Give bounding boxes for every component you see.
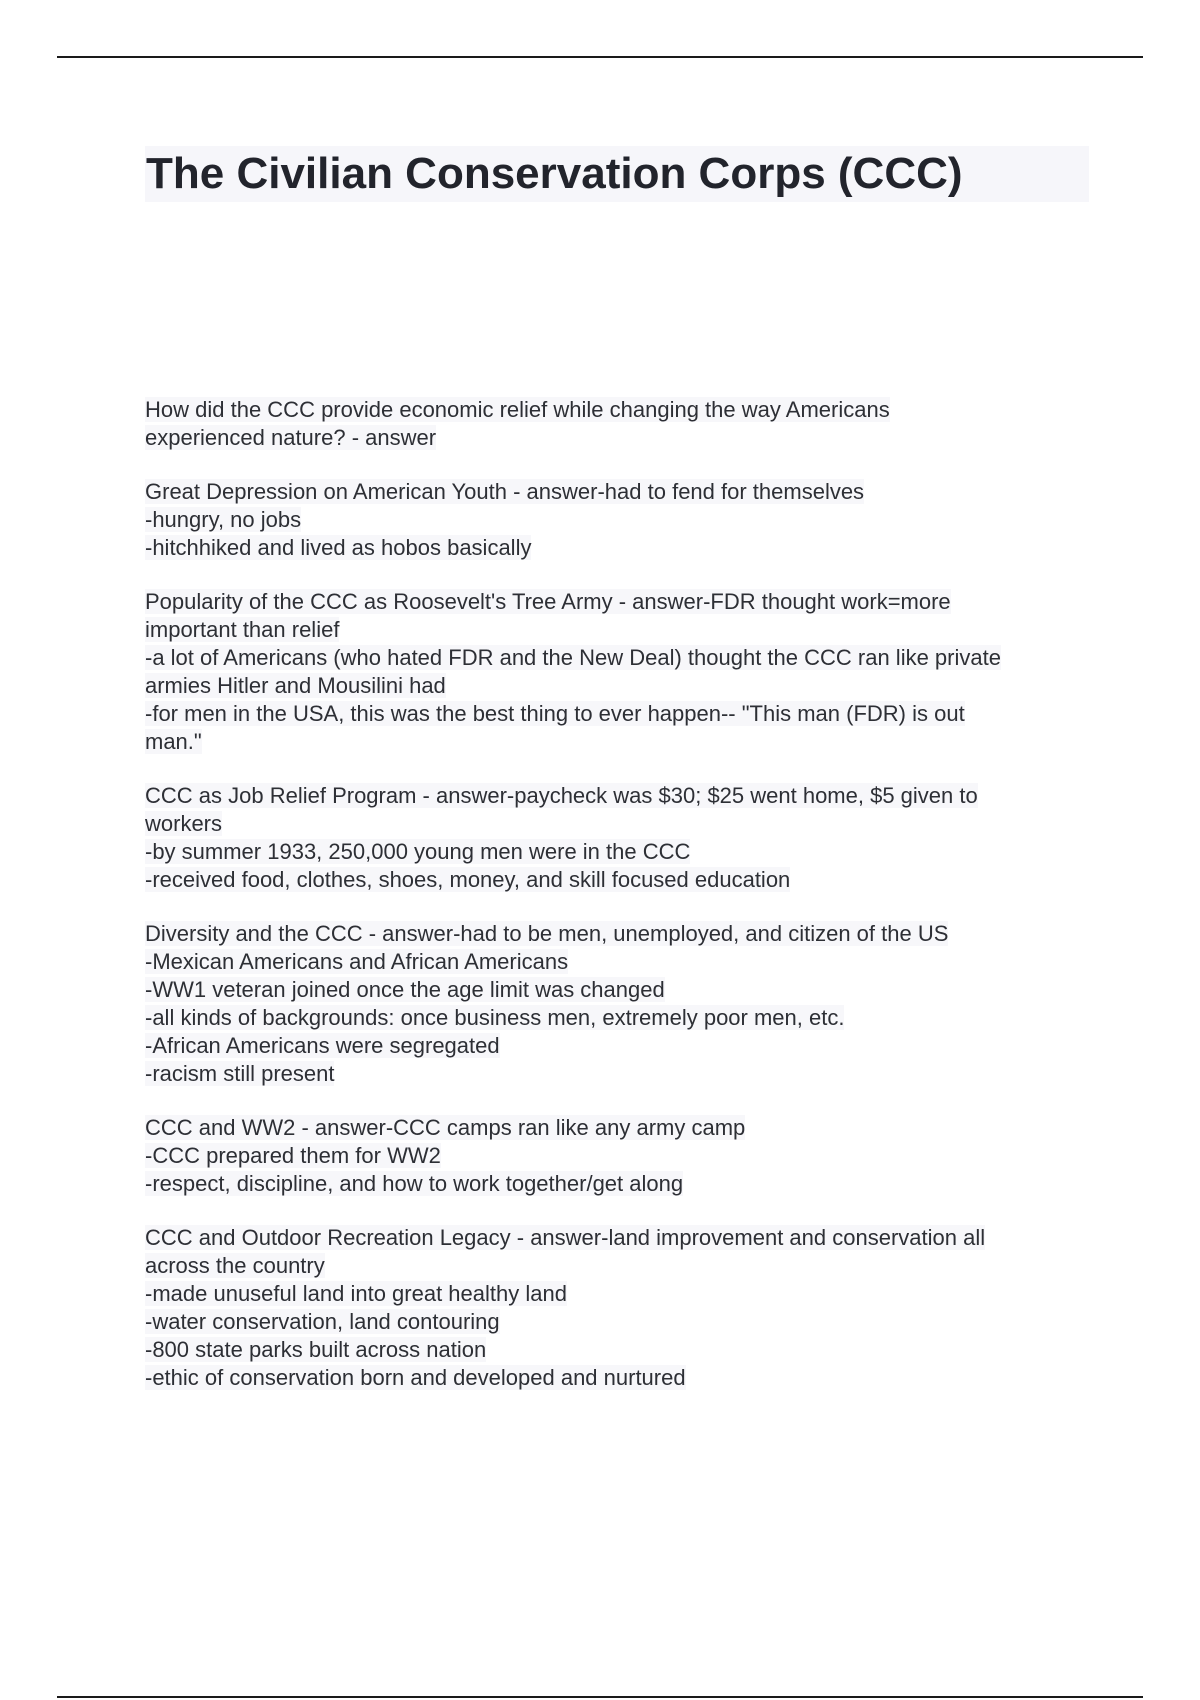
title-block	[145, 146, 1089, 202]
qa-entry	[145, 478, 1105, 562]
entry-line: -made unuseful land into great healthy land	[145, 1281, 567, 1306]
entry-line: -a lot of Americans (who hated FDR and the New Deal) thought the CCC ran like private	[145, 645, 1001, 670]
qa-entry	[145, 1114, 1105, 1198]
qa-entry	[145, 1224, 1105, 1392]
entry-line: -hungry, no jobs	[145, 507, 302, 532]
qa-entry	[145, 396, 1105, 452]
entry-line: -African Americans were segregated	[145, 1033, 500, 1058]
entry-line: experienced nature? - answer	[145, 425, 437, 450]
entry-line: -Mexican Americans and African Americans	[145, 949, 569, 974]
entry-line: -by summer 1933, 250,000 young men were in the CCC	[145, 839, 691, 864]
entry-line: -received food, clothes, shoes, money, and skill focused education	[145, 867, 791, 892]
entry-line: across the country	[145, 1253, 325, 1278]
top-rule	[57, 56, 1143, 58]
qa-entry	[145, 588, 1105, 756]
entry-line: man."	[145, 729, 202, 754]
entry-line: -all kinds of backgrounds: once business men, extremely poor men, etc.	[145, 1005, 845, 1030]
entry-line: Popularity of the CCC as Roosevelt's Tree Army - answer-FDR thought work=more	[145, 589, 951, 614]
entry-line: important than relief	[145, 617, 340, 642]
entry-line: How did the CCC provide economic relief while changing the way Americans	[145, 397, 890, 422]
entry-line: -for men in the USA, this was the best thing to ever happen-- "This man (FDR) is out	[145, 701, 965, 726]
entry-line: workers	[145, 811, 223, 836]
entry-line: Diversity and the CCC - answer-had to be men, unemployed, and citizen of the US	[145, 921, 949, 946]
entry-line: CCC as Job Relief Program - answer-paycheck was $30; $25 went home, $5 given to	[145, 783, 978, 808]
entry-line: -water conservation, land contouring	[145, 1309, 500, 1334]
entry-line: -CCC prepared them for WW2	[145, 1143, 441, 1168]
qa-entry	[145, 782, 1105, 894]
bottom-rule	[57, 1696, 1143, 1698]
entry-line: armies Hitler and Mousilini had	[145, 673, 446, 698]
entry-line: -800 state parks built across nation	[145, 1337, 487, 1362]
entry-line: CCC and WW2 - answer-CCC camps ran like any army camp	[145, 1115, 746, 1140]
entry-line: -racism still present	[145, 1061, 335, 1086]
qa-list	[145, 396, 1105, 1418]
entry-line: Great Depression on American Youth - answer-had to fend for themselves	[145, 479, 865, 504]
qa-entry	[145, 920, 1105, 1088]
page-title: The Civilian Conservation Corps (CCC)	[146, 149, 963, 198]
entry-line: CCC and Outdoor Recreation Legacy - answer-land improvement and conservation all	[145, 1225, 986, 1250]
entry-line: -hitchhiked and lived as hobos basically	[145, 535, 532, 560]
entry-line: -ethic of conservation born and developed and nurtured	[145, 1365, 686, 1390]
entry-line: -WW1 veteran joined once the age limit was changed	[145, 977, 665, 1002]
entry-line: -respect, discipline, and how to work together/get along	[145, 1171, 684, 1196]
